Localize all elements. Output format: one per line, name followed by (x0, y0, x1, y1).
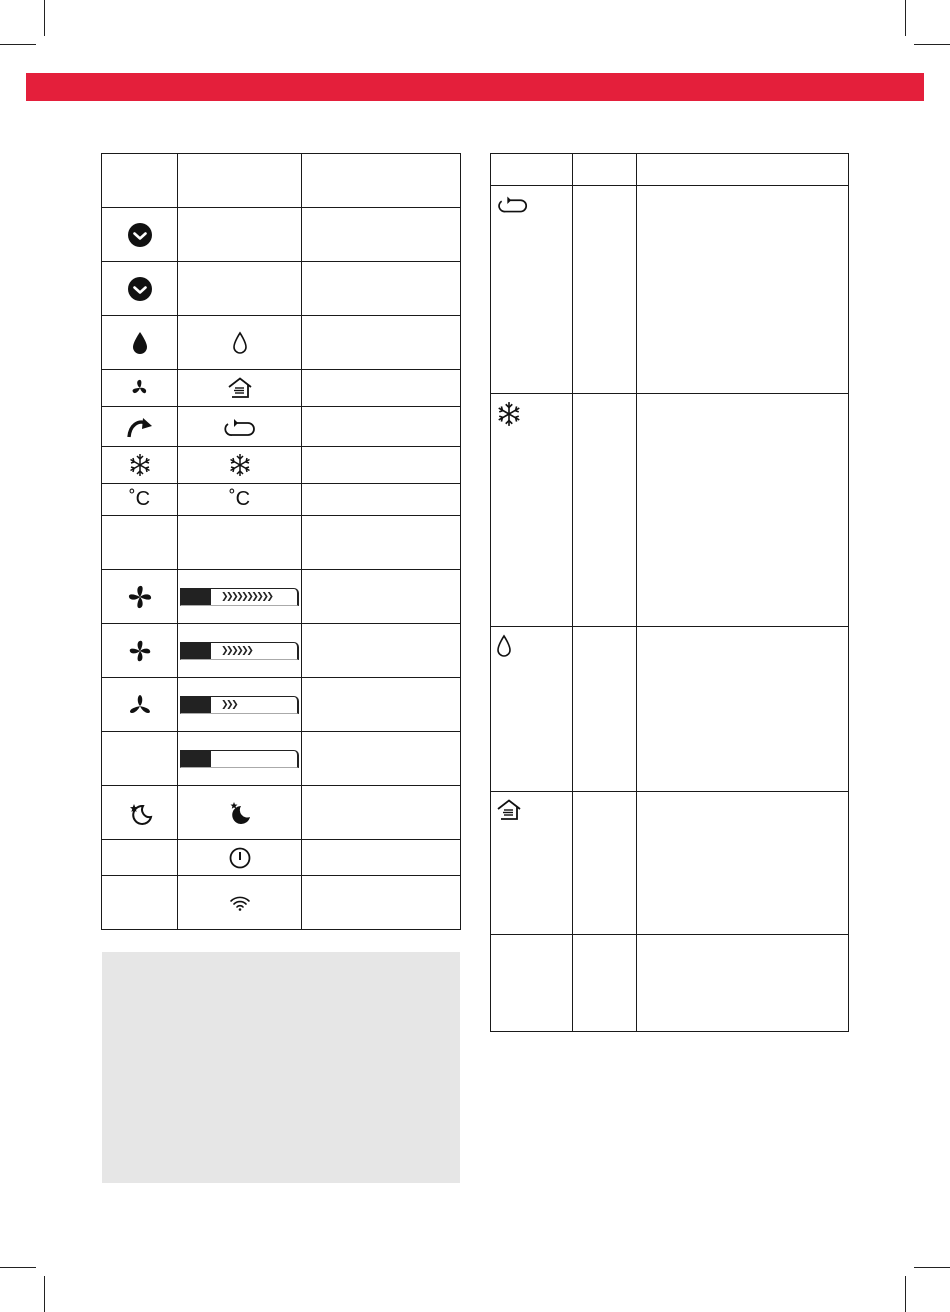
snowflake-icon (128, 453, 152, 477)
clock-icon (127, 276, 153, 302)
celsius-symbol: ˚C (178, 484, 302, 516)
description-cell (637, 792, 849, 935)
speed-bar-fill (181, 751, 211, 767)
table-row (102, 876, 461, 930)
mode-cell (573, 627, 637, 792)
speed-bar-fill (181, 589, 211, 605)
house-fan-icon (496, 799, 522, 821)
description-cell (637, 627, 849, 792)
table-row (102, 262, 461, 316)
header-cell (302, 154, 461, 208)
table-row (102, 840, 461, 876)
celsius-symbol: ˚C (102, 484, 178, 516)
wifi-icon (229, 895, 251, 911)
water-drop-icon (496, 634, 512, 658)
table-row (491, 186, 849, 394)
speed-chevrons: ❯❯❯❯❯❯ (221, 645, 252, 656)
description-cell (302, 678, 461, 732)
table-row (102, 370, 461, 407)
sleep-moon-icon (227, 801, 253, 825)
description-cell (302, 840, 461, 876)
description-cell (302, 370, 461, 407)
description-cell (302, 516, 461, 570)
header-cell (637, 154, 849, 186)
description-cell (302, 624, 461, 678)
crop-mark (0, 44, 36, 45)
table-row (102, 447, 461, 484)
description-cell (637, 394, 849, 627)
display-icons-table (101, 153, 461, 930)
table-row (491, 394, 849, 627)
table-row (102, 732, 461, 786)
cycle-arrow-icon (496, 193, 530, 215)
header-cell (491, 154, 573, 186)
table-row (491, 792, 849, 935)
fan-speed-bar (180, 696, 299, 714)
description-cell (302, 484, 461, 516)
table-header-row (491, 154, 849, 186)
crop-mark (44, 0, 45, 36)
fan-medium-icon (128, 639, 152, 663)
water-drop-icon (232, 331, 248, 355)
header-cell (178, 154, 302, 208)
table-row (491, 935, 849, 1032)
table-row (102, 208, 461, 262)
table-row (102, 624, 461, 678)
speed-chevrons: ❯❯❯ (221, 699, 237, 710)
table-row (491, 627, 849, 792)
house-fan-icon (227, 377, 253, 399)
power-icon (229, 847, 251, 869)
swing-arrow-icon (126, 415, 154, 439)
mode-cell (573, 935, 637, 1032)
fan-speed-bar (180, 750, 299, 768)
description-cell (302, 447, 461, 484)
sleep-moon-icon (127, 801, 153, 825)
description-cell (302, 316, 461, 370)
cycle-arrow-icon (222, 416, 258, 438)
note-box (102, 952, 460, 1183)
fan-low-icon (128, 694, 152, 716)
crop-mark (914, 1267, 950, 1268)
table-row (102, 570, 461, 624)
mode-description-table (490, 153, 849, 1032)
description-cell (302, 208, 461, 262)
clock-icon (127, 222, 153, 248)
header-banner (26, 73, 924, 101)
description-cell (302, 407, 461, 447)
description-cell (302, 262, 461, 316)
fan-high-icon (127, 584, 153, 610)
table-row (102, 316, 461, 370)
table-row (102, 786, 461, 840)
fan-speed-bar (180, 588, 299, 606)
mode-cell (573, 394, 637, 627)
description-cell (302, 786, 461, 840)
crop-mark (44, 1276, 45, 1312)
water-drop-icon (132, 331, 148, 355)
fan-icon (130, 378, 150, 398)
description-cell (302, 570, 461, 624)
table-row (102, 407, 461, 447)
speed-bar-fill (181, 643, 211, 659)
table-header-row (102, 154, 461, 208)
description-cell (302, 876, 461, 930)
speed-chevrons: ❯❯❯❯❯❯❯❯❯❯ (221, 591, 272, 602)
mode-cell (573, 792, 637, 935)
fan-speed-bar (180, 642, 299, 660)
speed-bar-fill (181, 697, 211, 713)
header-cell (102, 154, 178, 208)
table-row (102, 484, 461, 516)
description-cell (302, 732, 461, 786)
snowflake-icon (496, 401, 522, 427)
mode-cell (573, 186, 637, 394)
table-row (102, 678, 461, 732)
crop-mark (905, 1276, 906, 1312)
description-cell (637, 186, 849, 394)
description-cell (637, 935, 849, 1032)
crop-mark (905, 0, 906, 36)
crop-mark (914, 44, 950, 45)
header-cell (573, 154, 637, 186)
table-row (102, 516, 461, 570)
snowflake-icon (228, 453, 252, 477)
crop-mark (0, 1267, 36, 1268)
